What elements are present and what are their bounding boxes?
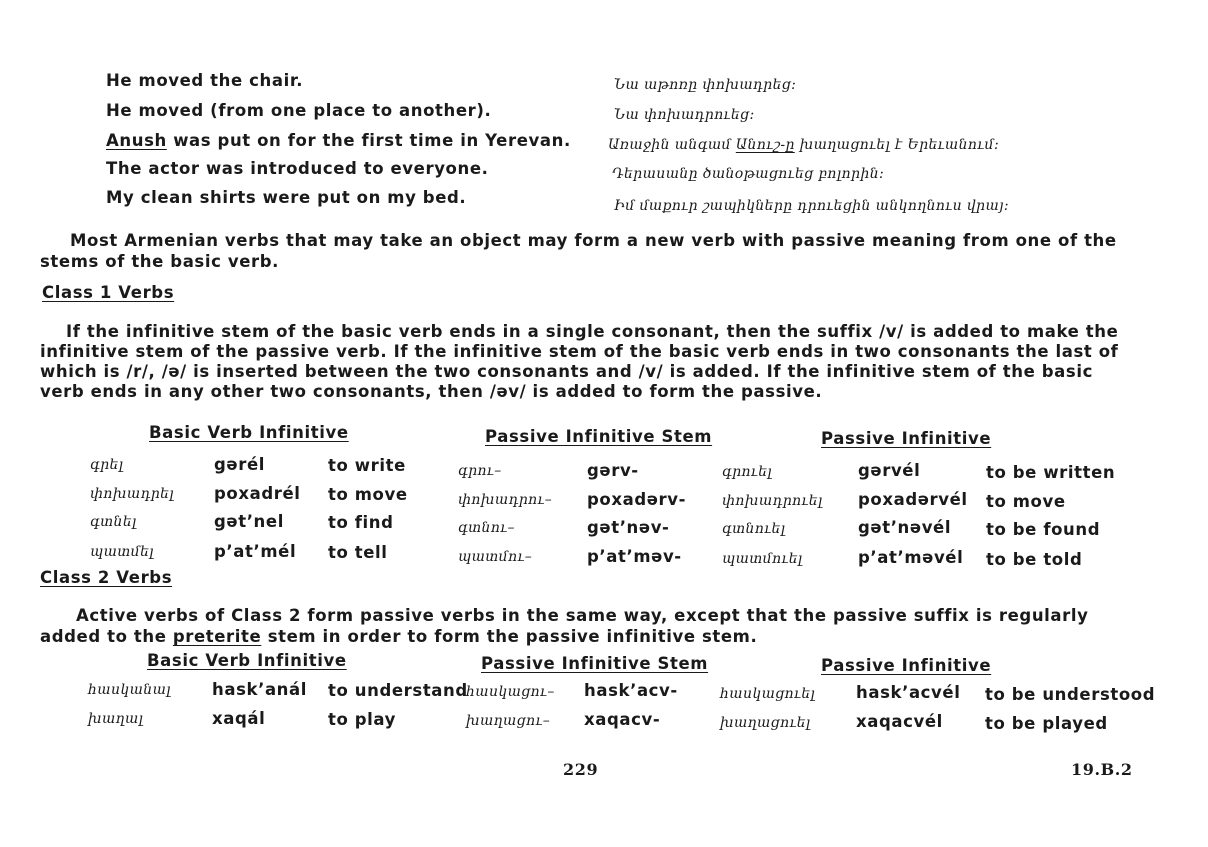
basic-translit: gət’nel: [214, 512, 284, 531]
example-am-4: Դերասանը ծանօթացուեց բոլորին։: [612, 166, 885, 182]
example-en-4: The actor was introduced to everyone.: [106, 159, 489, 178]
passive-translit: p’at’məvél: [858, 548, 964, 567]
basic-english: to find: [328, 513, 394, 532]
passive-english: to be understood: [985, 685, 1156, 704]
class2-col-header-basic: Basic Verb Infinitive: [147, 651, 347, 670]
basic-english: to write: [328, 456, 406, 475]
example-en-3: [106, 131, 571, 150]
example-am-5: Իմ մաքուր շապիկները դրուեցին անկողնուս վրայ։: [614, 198, 1010, 214]
basic-armenian: գրել: [90, 457, 124, 473]
class1-col-header-stem: Passive Infinitive Stem: [485, 427, 713, 446]
passive-english: to be told: [986, 550, 1083, 569]
example-en-5: My clean shirts were put on my bed.: [106, 188, 467, 207]
example-am-3-post: խաղացուել է Երեւանում։: [794, 137, 1000, 153]
passive-armenian: փոխադրուել: [722, 493, 823, 509]
basic-armenian: պատմել: [90, 544, 154, 560]
example-en-1: He moved the chair.: [106, 71, 304, 90]
stem-armenian: գրու–: [458, 463, 502, 479]
basic-translit: gərél: [214, 455, 265, 474]
passive-translit: gərvél: [858, 461, 921, 480]
basic-translit: hask’anál: [212, 680, 308, 699]
passive-english: to move: [986, 492, 1066, 511]
stem-translit: gərv-: [587, 461, 639, 480]
stem-armenian: հասկացու–: [466, 684, 555, 700]
basic-armenian: փոխադրել: [90, 486, 175, 502]
example-am-2: Նա փոխադրուեց։: [614, 107, 755, 123]
basic-english: to tell: [328, 543, 388, 562]
passive-translit: xaqacvél: [856, 712, 943, 731]
class2-paragraph: [40, 605, 1140, 647]
stem-translit: p’at’məv-: [587, 547, 682, 566]
stem-armenian: փոխադրու–: [458, 492, 553, 508]
passive-armenian: գտնուել: [722, 521, 786, 537]
passive-armenian: հասկացուել: [720, 686, 816, 702]
intro-paragraph: Most Armenian verbs that may take an object may form a new verb with passive meaning from one of the stems of the basic verb.: [40, 231, 1117, 271]
basic-english: to understand: [328, 681, 468, 700]
stem-translit: xaqacv-: [584, 710, 661, 729]
passive-translit: hask’acvél: [856, 683, 961, 702]
basic-translit: poxadrél: [214, 484, 301, 503]
class2-heading: Class 2 Verbs: [40, 568, 173, 587]
passive-armenian: խաղացուել: [720, 715, 811, 731]
class1-heading: Class 1 Verbs: [42, 283, 175, 302]
passive-english: to be written: [986, 463, 1116, 482]
class1-paragraph: If the infinitive stem of the basic verb ends in a single consonant, then the suffix /v/ is added to make the infinitive stem of the passive verb. If the infinitive stem of the basic verb ends in two consonants the last of which is /r/, /ə/ is inserted between the two consonants and /v/ is added. If the infinitive stem of the basic verb ends in any other two consonants, then /əv/ is added to form the passive.: [40, 322, 1119, 401]
stem-translit: gət’nəv-: [587, 518, 670, 537]
passive-armenian: պատմուել: [722, 551, 803, 567]
section-reference: 19.B.2: [1071, 760, 1133, 779]
class1-col-header-passive: Passive Infinitive: [821, 429, 992, 448]
stem-translit: poxadərv-: [587, 490, 687, 509]
class2-col-header-passive: Passive Infinitive: [821, 656, 992, 675]
class2-paragraph-underlined: preterite: [172, 627, 262, 646]
basic-armenian: խաղալ: [88, 711, 144, 727]
page-number: 229: [563, 760, 599, 779]
stem-armenian: պատմու–: [458, 549, 533, 565]
stem-translit: hask’acv-: [584, 681, 678, 700]
passive-translit: poxadərvél: [858, 490, 968, 509]
passive-translit: gət’nəvél: [858, 518, 952, 537]
stem-armenian: գտնու–: [458, 520, 515, 536]
basic-translit: p’at’mél: [214, 542, 297, 561]
basic-english: to play: [328, 710, 397, 729]
example-en-2: He moved (from one place to another).: [106, 101, 492, 120]
example-am-3-pre: Առաջին անգամ: [608, 137, 736, 153]
passive-english: to be found: [986, 520, 1101, 539]
example-am-3-underlined: Անուշ-ը: [735, 137, 795, 153]
class2-col-header-stem: Passive Infinitive Stem: [481, 654, 709, 673]
example-en-3-rest: was put on for the first time in Yerevan.: [166, 131, 571, 150]
example-am-1: Նա աթոռը փոխադրեց։: [614, 77, 797, 93]
basic-english: to move: [328, 485, 408, 504]
example-en-3-underlined: Anush: [106, 131, 167, 150]
example-am-3: [608, 137, 999, 153]
class2-paragraph-post: stem in order to form the passive infinitive stem.: [261, 627, 758, 646]
basic-translit: xaqál: [212, 709, 266, 728]
basic-armenian: գտնել: [90, 514, 137, 530]
passive-english: to be played: [985, 714, 1108, 733]
stem-armenian: խաղացու–: [466, 713, 551, 729]
class2-paragraph-pre: Active verbs of Class 2 form passive verbs in the same way, except that the passive suffix is regularly added to the: [40, 606, 1089, 646]
class1-col-header-basic: Basic Verb Infinitive: [149, 423, 349, 442]
basic-armenian: հասկանալ: [88, 682, 171, 698]
passive-armenian: գրուել: [722, 464, 773, 480]
